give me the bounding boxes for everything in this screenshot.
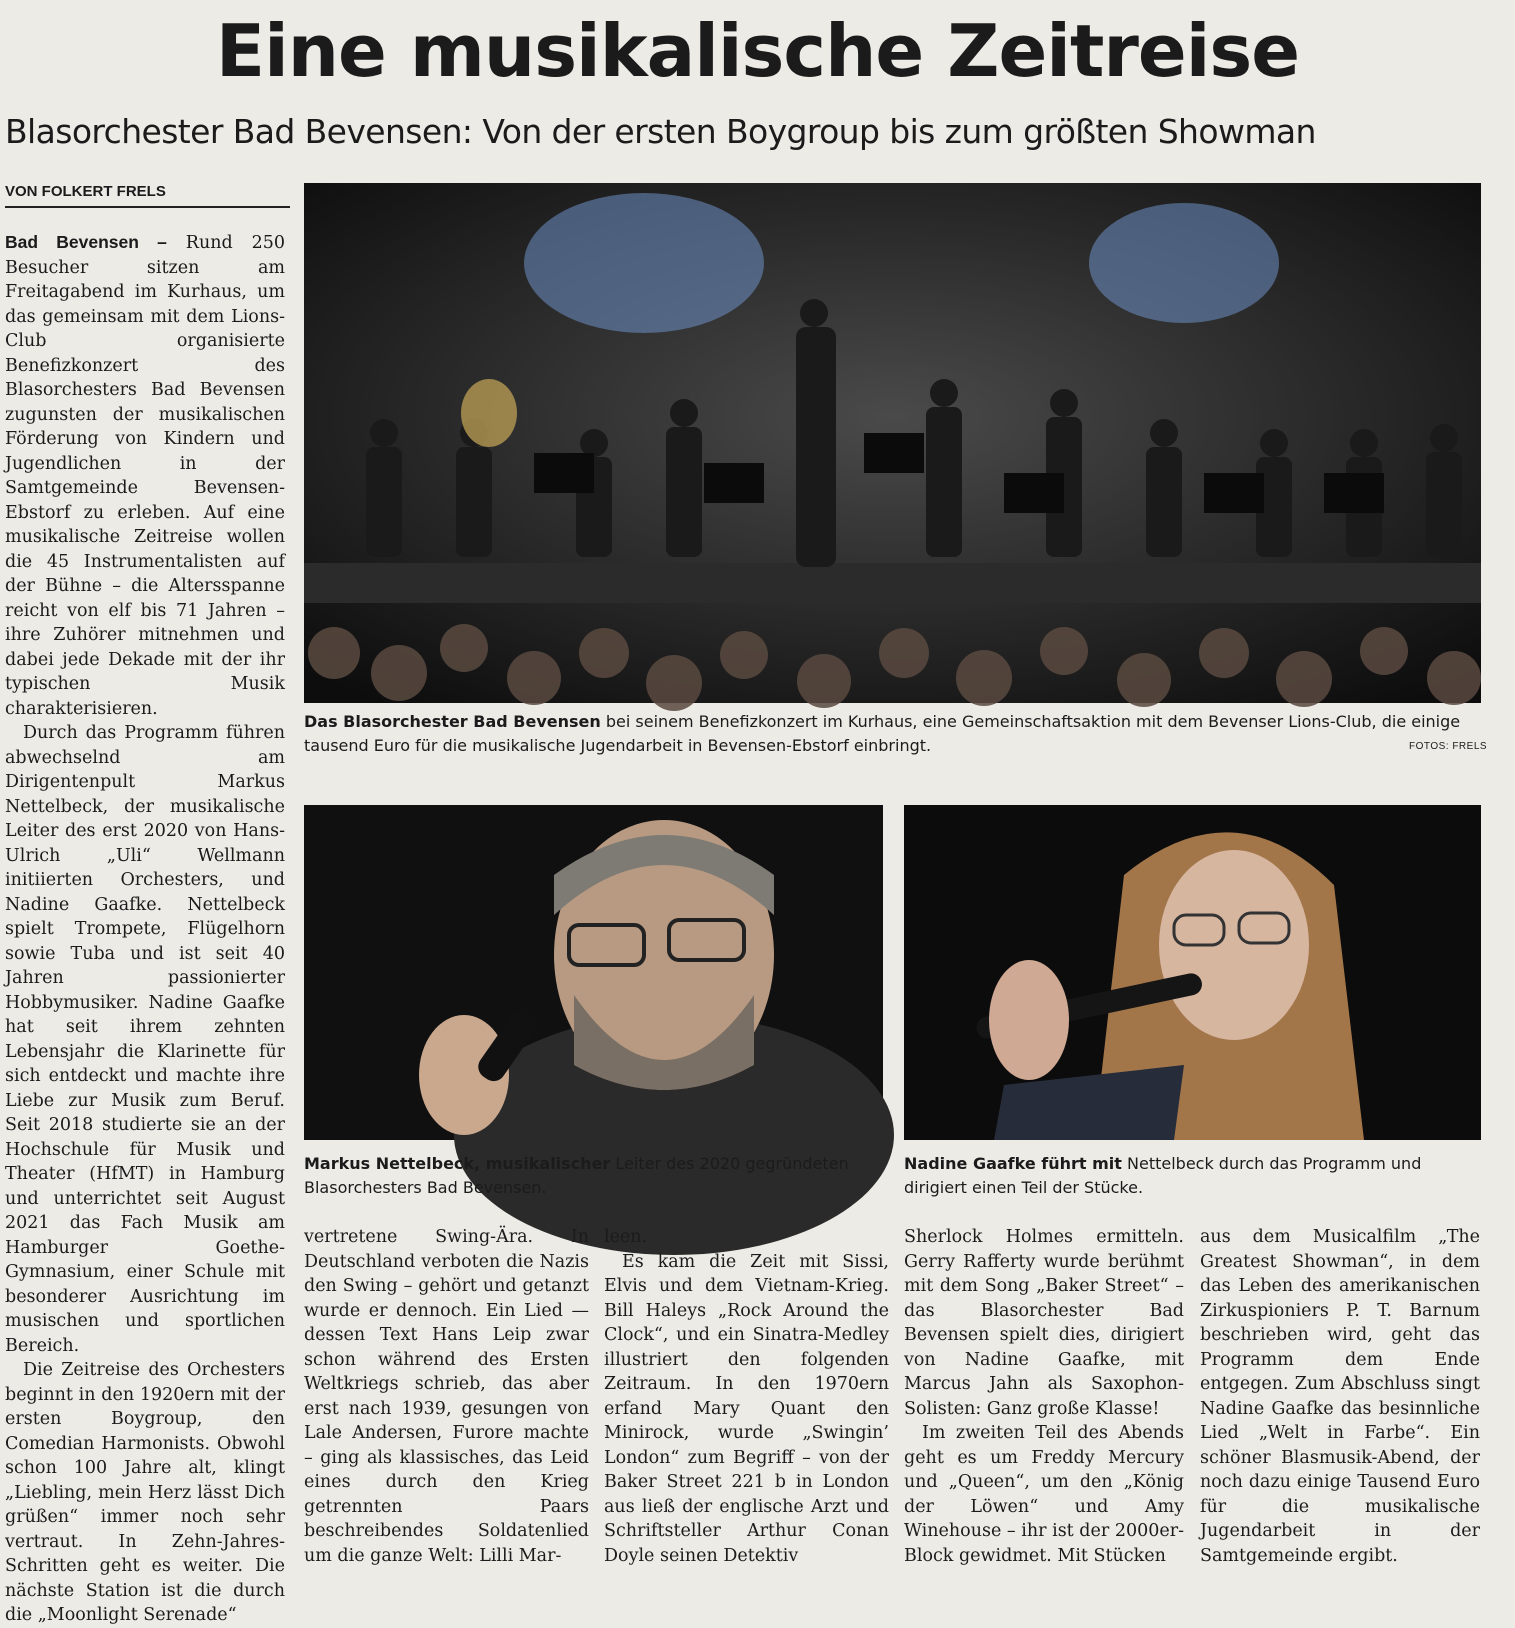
- body-column-3: [604, 1225, 889, 1600]
- paragraph: Durch das Programm führen abwechselnd am Dirigentenpult Markus Nettelbeck, der musikalische Leiter des erst 2020 von Hans-Ulrich „Uli“ Wellmann initiierten Orchesters, und Nadine Gaafke. Nettelbeck spielt Trompete, Flügelhorn sowie Tuba und ist seit 40 Jahren passionierter Hobbymusiker. Nadine Gaafke hat seit ihrem zehnten Lebensjahr die Klarinette für sich entdeckt und machte ihre Liebe zur Musik zum Beruf. Seit 2018 studierte sie an der Hochschule für Musik und Theater (HfMT) in Hamburg und unterrichtet seit August 2021 das Fach Musik am Hamburger Goethe-Gymnasium, einer Schule mit besonderer Ausrichtung im musischen und sportlichen Bereich.: [5, 723, 285, 1356]
- main-photo-caption: Das Blasorchester Bad Bevensen bei seinem Benefizkonzert im Kurhaus, eine Gemeinschaftsaktion mit dem Bevenser Lions-Club, die einige tausend Euro für die musikalische Jugendarbeit in Bevensen-Ebstorf einbringt.: [304, 712, 1461, 755]
- paragraph: leen.: [604, 1227, 648, 1247]
- photo-credit: FOTOS: FRELS: [1409, 741, 1488, 752]
- subheadline: Blasorchester Bad Bevensen: Von der ersten Boygroup bis zum größten Showman: [5, 112, 1316, 151]
- body-column-1: [5, 230, 285, 1625]
- body-column-4: [904, 1225, 1184, 1600]
- byline: VON FOLKERT FRELS: [5, 183, 290, 208]
- paragraph: aus dem Musicalfilm „The Greatest Showman“, in dem das Leben des amerikanischen Zirkuspioniers P. T. Barnum beschrieben wird, geht das Programm dem Ende entgegen. Zum Abschluss singt Nadine Gaafke das besinnliche Lied „Welt in Farbe“. Ein schöner Blasmusik-Abend, der noch dazu einige Tausend Euro für die musikalische Jugendarbeit in der Samtgemeinde ergibt.: [1200, 1227, 1480, 1566]
- paragraph: Es kam die Zeit mit Sissi, Elvis und dem Vietnam-Krieg. Bill Haleys „Rock Around the Clock“, und ein Sinatra-Medley illustriert den folgenden Zeitraum. In den 1970ern erfand Mary Quant den Minirock, wurde „Swingin’ London“ zum Begriff – von der Baker Street 221 b in London aus ließ der englische Arzt und Schriftsteller Arthur Conan Doyle seinen Detektiv: [604, 1251, 889, 1566]
- body-column-2: [304, 1225, 589, 1600]
- presenter-caption: Nadine Gaafke führt mit Nettelbeck durch das Programm und dirigiert einen Teil der Stücke.: [904, 1154, 1422, 1197]
- headline: Eine musikalische Zeitreise: [215, 9, 1300, 93]
- presenter-photo: [904, 805, 1481, 1140]
- conductor-caption: Markus Nettelbeck, musikalischer Leiter des 2020 gegründeten Blasorchesters Bad Bevensen.: [304, 1154, 849, 1197]
- paragraph: Sherlock Holmes ermitteln. Gerry Rafferty wurde berühmt mit dem Song „Baker Street“ – das Blasorchester Bad Bevensen spielt dies, dirigiert von Nadine Gaafke, mit Marcus Jahn als Saxophon-Solisten: Ganz große Klasse!: [904, 1227, 1184, 1419]
- paragraph: Die Zeitreise des Orchesters beginnt in den 1920ern mit der ersten Boygroup, den Comedian Harmonists. Obwohl schon 100 Jahre alt, klingt „Liebling, mein Herz lässt Dich grüßen“ immer noch sehr vertraut. In Zehn-Jahres-Schritten geht es weiter. Die nächste Station ist die durch die „Moonlight Serenade“: [5, 1360, 285, 1625]
- orchestra-photo: [304, 183, 1481, 703]
- paragraph: Bad Bevensen – Rund 250 Besucher sitzen am Freitagabend im Kurhaus, um das gemeinsam mit dem Lions-Club organisierte Benefizkonzert des Blasorchesters Bad Bevensen zugunsten der musikalischen Förderung von Kindern und Jugendlichen in der Samtgemeinde Bevensen-Ebstorf zu erleben. Auf eine musikalische Zeitreise wollen die 45 Instrumentalisten auf der Bühne – die Altersspanne reicht von elf bis 71 Jahren – ihre Zuhörer mitnehmen und dabei jede Dekade mit der ihr typischen Musik charakterisieren.: [5, 232, 285, 719]
- paragraph: Im zweiten Teil des Abends geht es um Freddy Mercury und „Queen“, um den „König der Löwen“ und Amy Winehouse – ihr ist der 2000er-Block gewidmet. Mit Stücken: [904, 1423, 1184, 1566]
- conductor-photo: [304, 805, 883, 1140]
- body-column-5: [1200, 1225, 1480, 1600]
- paragraph: vertretene Swing-Ära. In Deutschland verboten die Nazis den Swing – gehört und getanzt wurde er dennoch. Ein Lied —dessen Text Hans Leip zwar schon während des Ersten Weltkriegs schrieb, das aber erst nach 1939, gesungen von Lale Andersen, Furore machte – ging als klassisches, das Leid eines durch den Krieg getrennten Paars beschreibendes Soldatenlied um die ganze Welt: Lilli Mar-: [304, 1227, 589, 1566]
- dateline: Bad Bevensen –: [5, 232, 167, 252]
